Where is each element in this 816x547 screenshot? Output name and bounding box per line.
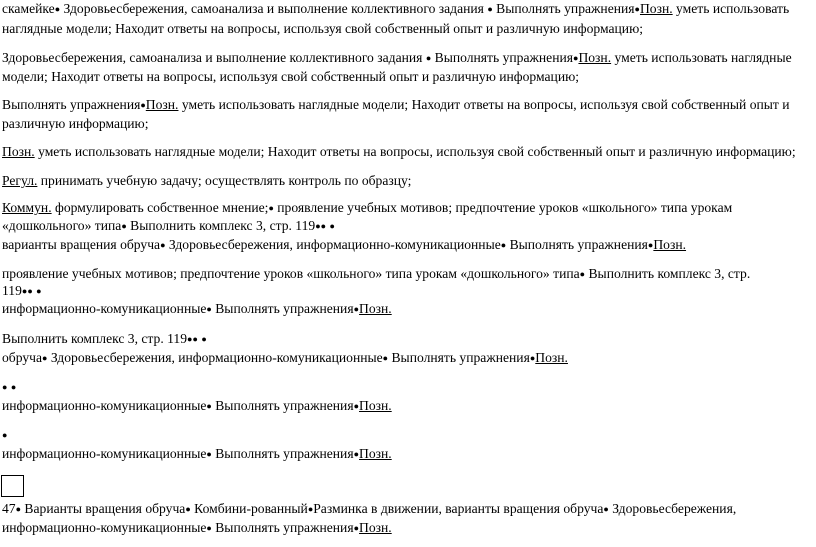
bullet-icon: ● [487, 4, 493, 14]
text-line [2, 20, 643, 38]
text-line [2, 143, 796, 161]
text-span: Выполнять упражнения [388, 350, 530, 365]
text-span: Здоровьесбережения, самоанализа и выполнение коллективного задания [2, 50, 426, 65]
bullet-icon: ● [206, 449, 212, 459]
bullet-icon: ● [185, 504, 191, 514]
text-line [2, 0, 789, 19]
pozn-link[interactable]: Позн. [359, 301, 392, 316]
bullet-icon: ● [500, 240, 507, 250]
text-span: уметь использовать [672, 1, 790, 16]
bullet-icon: ● [206, 304, 212, 314]
text-span: Здоровьесбережения, [608, 501, 737, 516]
text-line [2, 330, 207, 349]
text-line [2, 68, 579, 86]
bullet-icon: ● [27, 286, 33, 296]
pozn-link[interactable]: Позн. [359, 446, 392, 461]
kommun-link[interactable]: Коммун. [2, 200, 52, 215]
text-span: уметь использовать наглядные модели; Находит ответы на вопросы, используя свой собственный опыт и [178, 97, 790, 112]
text-line [2, 236, 686, 255]
bullet-icon: ● [425, 53, 432, 63]
bullet-icon: ● [187, 334, 193, 344]
bullet-icon: ● [2, 382, 8, 392]
text-span: Выполнять упражнения [492, 1, 635, 16]
text-span: Разминка в движении, варианты вращения обруча [313, 501, 604, 516]
empty-table-cell [1, 475, 24, 497]
text-span: Выполнять упражнения [211, 520, 354, 535]
pozn-link[interactable]: Позн. [639, 1, 673, 16]
text-line [2, 349, 568, 368]
text-span: Выполнить комплекс 3, стр. [585, 266, 751, 281]
text-line [2, 172, 411, 190]
bullet-icon: ● [307, 504, 314, 514]
text-span: информационно-комуникационные [2, 398, 207, 413]
text-span: варианты вращения обруча [2, 237, 161, 252]
text-span: Варианты вращения обруча [21, 501, 186, 516]
bullet-icon: ● [10, 382, 17, 392]
text-span: наглядные модели; Находит ответы на вопросы, используя свой собственный опыт и различную информацию; [2, 21, 644, 36]
bullet-icon: ● [603, 504, 609, 514]
bullet-icon: ● [329, 221, 335, 231]
bullet-icon: ● [353, 449, 360, 459]
bullet-icon: ● [315, 221, 321, 231]
text-span: скамейке [2, 1, 55, 16]
bullet-icon: ● [42, 353, 48, 363]
text-line [2, 265, 750, 284]
text-span: уметь использовать наглядные [611, 50, 792, 65]
text-line [2, 300, 392, 319]
bullet-icon: ● [121, 221, 127, 231]
bullet-icon: ● [36, 286, 42, 296]
text-span: различную информацию; [2, 116, 149, 131]
text-span: информационно-комуникационные [2, 301, 207, 316]
text-span: проявление учебных мотивов; предпочтение уроков «школьного» типа урокам «дошкольного» типа [2, 266, 580, 281]
text-line [2, 445, 392, 464]
bullet-icon: ● [579, 269, 586, 279]
bullet-icon: ● [320, 221, 327, 231]
bullet-icon: ● [192, 334, 198, 344]
pozn-link[interactable]: Позн. [359, 398, 392, 413]
text-span: принимать учебную задачу; осуществлять контроль по образцу; [37, 173, 412, 188]
text-span: обруча [2, 350, 42, 365]
bullet-icon: ● [573, 53, 579, 63]
pozn-link[interactable]: Позн. [653, 237, 687, 252]
bullet-icon: ● [353, 304, 360, 314]
text-span: модели; Находит ответы на вопросы, используя свой собственный опыт и различную информацию; [2, 69, 580, 84]
text-line [2, 397, 392, 416]
bullet-icon: ● [353, 401, 360, 411]
text-span: Здоровьесбережения, информационно-комуникационные [165, 237, 501, 252]
bullet-icon: ● [21, 286, 28, 296]
text-span: информационно-комуникационные [2, 520, 207, 535]
text-span: Выполнять упражнения [211, 446, 354, 461]
text-span: проявление учебных мотивов; предпочтение уроков «школьного» типа урокам [273, 200, 733, 215]
bullet-icon: ● [15, 504, 22, 514]
regul-link[interactable]: Регул. [2, 173, 38, 188]
bullet-icon: ● [201, 334, 207, 344]
text-span: уметь использовать наглядные модели; Находит ответы на вопросы, используя свой собственный опыт и различную информацию; [34, 144, 796, 159]
text-span: Здоровьесбережения, самоанализа и выполнение коллективного задания [60, 1, 488, 16]
text-span: Выполнять упражнения [211, 301, 354, 316]
text-span: формулировать собственное мнение; [51, 200, 269, 215]
bullet-icon: ● [2, 430, 8, 440]
text-line [2, 282, 42, 301]
pozn-link[interactable]: Позн. [359, 520, 392, 535]
bullet-icon: ● [353, 523, 360, 533]
text-line [2, 217, 335, 236]
pozn-link[interactable]: Позн. [2, 144, 35, 159]
text-span: Выполнять упражнения [506, 237, 648, 252]
bullet-icon: ● [634, 4, 640, 14]
bullet-icon: ● [382, 353, 389, 363]
bullet-icon: ● [647, 240, 654, 250]
text-line [2, 500, 736, 519]
text-span: Выполнять упражнения [2, 97, 141, 112]
text-line [2, 115, 149, 133]
pozn-link[interactable]: Позн. [145, 97, 179, 112]
text-span: Комбини-рованный [190, 501, 308, 516]
text-line [2, 378, 16, 397]
text-span: Выполнить комплекс 3, стр. 119 [2, 331, 188, 346]
bullet-icon: ● [140, 100, 146, 110]
pozn-link[interactable]: Позн. [535, 350, 568, 365]
bullet-icon: ● [54, 4, 61, 14]
text-line [2, 96, 790, 115]
pozn-link[interactable]: Позн. [578, 50, 612, 65]
text-span: «дошкольного» типа [2, 218, 122, 233]
text-span: Выполнять упражнения [431, 50, 573, 65]
bullet-icon: ● [160, 240, 166, 250]
bullet-icon: ● [529, 353, 536, 363]
text-line [2, 199, 732, 218]
text-span: 47 [2, 501, 16, 516]
text-line [2, 519, 392, 538]
text-span: 119 [2, 283, 22, 298]
text-line [2, 426, 7, 445]
bullet-icon: ● [268, 203, 274, 213]
text-line [2, 49, 792, 68]
text-span: информационно-комуникационные [2, 446, 207, 461]
bullet-icon: ● [206, 401, 212, 411]
bullet-icon: ● [206, 523, 212, 533]
text-span: Выполнять упражнения [211, 398, 354, 413]
text-span: Выполнить комплекс 3, стр. 119 [126, 218, 316, 233]
text-span: Здоровьесбережения, информационно-комуникационные [47, 350, 383, 365]
